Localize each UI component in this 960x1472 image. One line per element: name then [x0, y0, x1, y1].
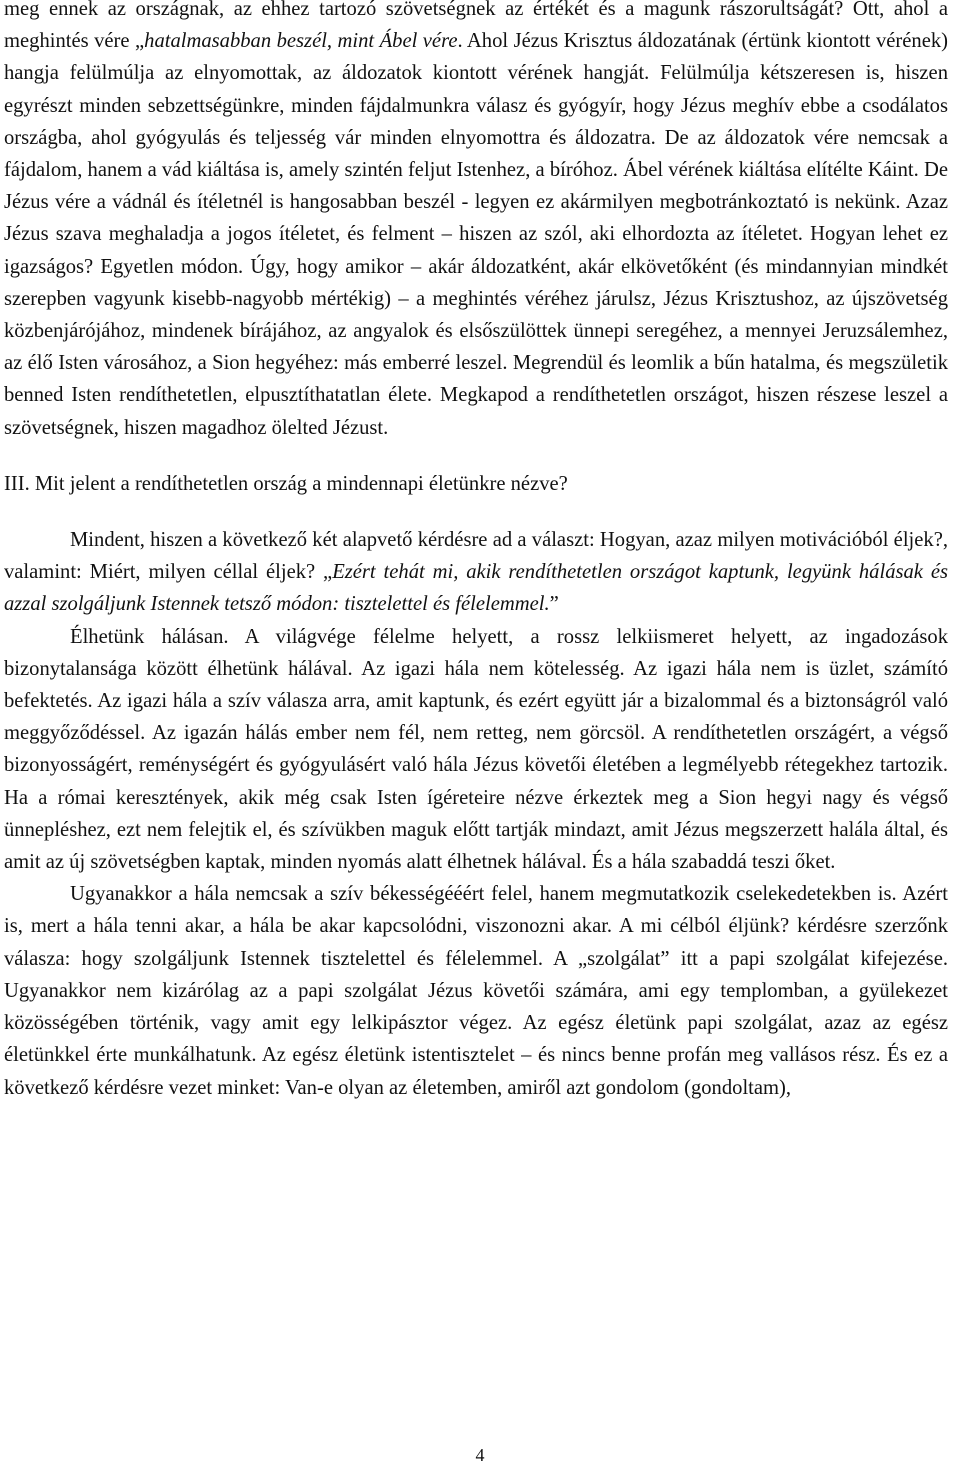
section-heading	[4, 468, 948, 500]
paragraph-2	[4, 524, 948, 621]
text-run: . Ahol Jézus Krisztus áldozatának (értünk kiontott vérének) hangja felülmúlja az elnyomottak, az áldozatok kiontott vérének hangját. Felülmúlja kétszeresen is, hiszen egyrészt minden sebzettségünkre, minden fájdalmunkra válasz és gyógyír, hogy Jézus meghív ebbe a csodálatos országba, ahol gyógyulás és teljesség vár minden elnyomottra és áldozatra. De az áldozatok vére nemcsak a fájdalom, hanem a vád kiáltása is, amely szintén feljut Istenhez, a bíróhoz. Ábel vérének kiáltása elítélte Káint. De Jézus vére a vádnál és ítéletnél is hangosabban beszél - legyen ez akármilyen megbotránkoztató is nekünk. Azaz Jézus szava meghaladja a jogos ítéletet, és felment – hiszen az szól, aki elhordozta az ítéletet. Hogyan lehet ez igazságos? Egyetlen módon. Úgy, hogy amikor – akár áldozatként, akár elkövetőként (és mindannyian mindkét szerepben vagyunk kisebb-nagyobb mértékig) – a meghintés véréhez járulsz, Jézus Krisztushoz, az újszövetség közbenjárójához, mindenek bírájához, az angyalok és elsőszülöttek ünnepi seregéhez, a mennyei Jeruzsálemhez, az élő Isten városához, a Sion hegyéhez: más emberré leszel. Megrendül és leomlik a bűn hatalma, és megszületik benned Isten rendíthetetlen, elpusztíthatatlan élete. Megkapod a rendíthetetlen országot, hiszen részese leszel a szövetségnek, hiszen magadhoz ölelted Jézust.	[4, 30, 949, 439]
text-run: Élhetünk hálásan. A világvége félelme helyett, a rossz lelkiismeret helyett, az ingadozások bizonytalansága között élhetünk hálával. Az igazi hála nem kötelesség. Az igazi hála nem is üzlet, számító befektetés. Az igazi hála a szív válasza arra, amit kaptunk, és ezért együtt jár a bizalommal és a biztonságról való meggyőződéssel. Az igazán hálás ember nem fél, nem retteg, nem görcsöl. A rendíthetetlen országért, a végső bizonyosságért, reménységért és gyógyulásért való hála Jézus követői életében a legmélyebb rétegekhez tartozik. Ha a római keresztények, akik még csak Isten ígéreteire nézve érkeztek meg a Sion hegyi nagy és végső ünnepléshez, ezt nem felejtik el, és szívükben maguk előtt tartják mindazt, amit Jézus megszerzett halála által, és amit az új szövetségben kaptak, minden nyomás alatt élhetnek hálával. És a hála szabaddá teszi őket.	[4, 625, 948, 874]
paragraph-4	[4, 878, 948, 1103]
text-run: III. Mit jelent a rendíthetetlen ország a mindennapi életünkre nézve?	[4, 472, 568, 495]
text-run: meg ennek az országnak, az ehhez tartozó szövetségnek az értékét és a magunk rászorultságát? Ott, ahol a meghintés vére „	[4, 0, 948, 53]
page-number: 4	[475, 1445, 485, 1465]
text-run: Ugyanakkor a hála nemcsak a szív békességééért felel, hanem megmutatkozik cselekedetekben is. Azért is, mert a hála tenni akar, a hála be akar kapcsolódni, viszonozni akar. A mi célból éljünk? kérdésre szerzőnk válasza: hogy szolgáljunk Istennek tisztelettel és félelemmel. A „szolgálat” itt a papi szolgálat kifejezése. Ugyanakkor nem kizárólag az a papi szolgálat Jézus követői számára, ami egy templomban, a gyülekezet közösségében történik, vagy amit egy lelkipásztor végez. Az egész életünk papi szolgálat, azaz az egész életünkkel érte munkálhatunk. Az egész életünk istentisztelet – és nincs benne profán meg vallásos rész. És ez a következő kérdésre vezet minket: Van-e olyan az életemben, amiről azt gondolom (gondoltam),	[4, 883, 948, 1099]
paragraph-1	[4, 0, 948, 444]
text-run: ”	[549, 593, 559, 616]
italic-quote: Ezért tehát mi, akik rendíthetetlen országot kaptunk, legyünk hálásak és azzal szolgáljunk Istennek tetsző módon: tisztelettel és félelemmel.	[4, 561, 948, 616]
body-text	[4, 0, 948, 1104]
italic-quote: hatalmasabban beszél, mint Ábel vére	[144, 30, 458, 53]
paragraph-3	[4, 621, 948, 879]
text-run: Mindent, hiszen a következő két alapvető kérdésre ad a választ: Hogyan, azaz milyen motivációból éljek?, valamint: Miért, milyen céllal éljek? „	[4, 529, 948, 584]
